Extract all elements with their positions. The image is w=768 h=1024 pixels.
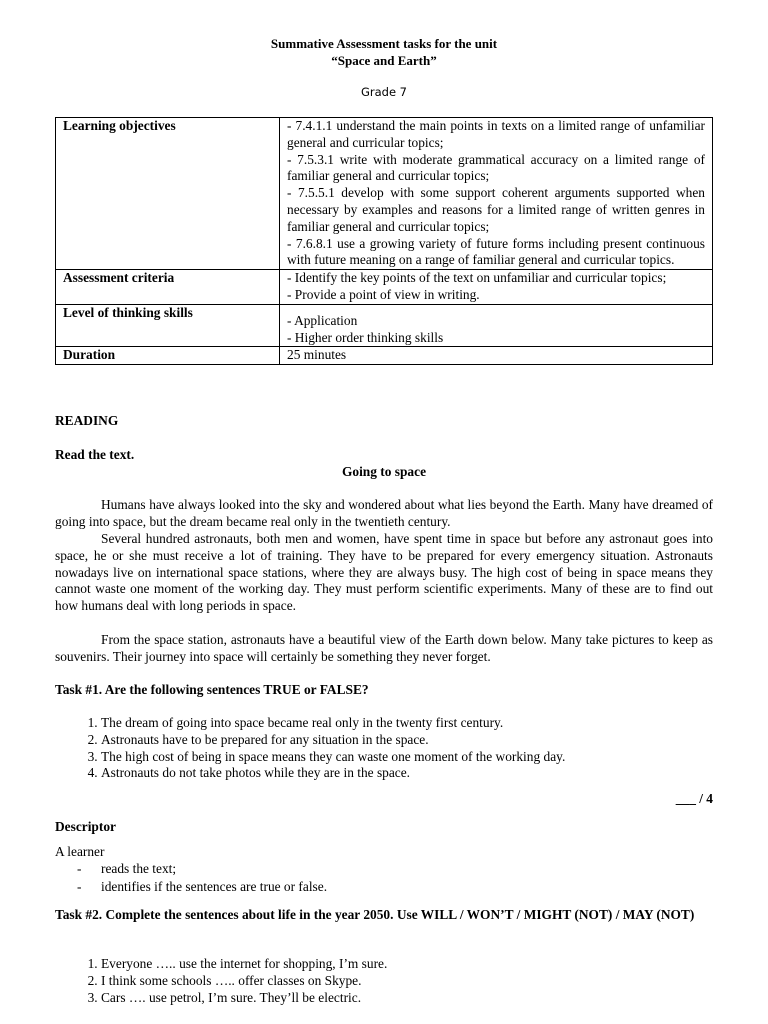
row-label: Level of thinking skills xyxy=(56,304,280,347)
row-value xyxy=(280,304,713,347)
table-row-thinking-skills xyxy=(56,304,713,347)
criteria-line: - Provide a point of view in writing. xyxy=(287,286,480,302)
skill-line: - Application xyxy=(287,312,358,328)
row-value xyxy=(280,347,713,365)
row-label: Assessment criteria xyxy=(56,270,280,305)
list-item: 1. Everyone ….. use the internet for shopping, I’m sure. xyxy=(101,956,713,973)
list-item: - reads the text; xyxy=(77,861,177,876)
descriptor-item: identifies if the sentences are true or false. xyxy=(101,879,328,894)
table-row-assessment-criteria xyxy=(56,270,713,305)
reading-paragraph: From the space station, astronauts have a beautiful view of the Earth down below. Many take pictures to keep as souvenirs. Their journey into space will certainly be something they never forget. xyxy=(55,632,713,664)
document-title-line1: Summative Assessment tasks for the unit xyxy=(270,36,498,51)
row-label: Duration xyxy=(56,347,280,365)
objectives-table xyxy=(55,117,713,365)
duration-value: 25 minutes xyxy=(287,347,347,363)
text-title: Going to space xyxy=(341,464,427,479)
descriptor-item: reads the text; xyxy=(101,861,177,876)
list-item: 3. The high cost of being in space means they can waste one moment of the working day. xyxy=(101,749,713,766)
table-row-learning-objectives xyxy=(56,118,713,270)
row-value xyxy=(280,118,713,270)
task1-title: Task #1. Are the following sentences TRUE or FALSE? xyxy=(55,682,369,697)
document-title-line2: “Space and Earth” xyxy=(331,53,437,68)
task1-list xyxy=(55,715,713,782)
objective-line: - 7.4.1.1 understand the main points in texts on a limited range of unfamiliar general and curricular topics; xyxy=(287,118,705,150)
row-value xyxy=(280,270,713,305)
task2-title: Task #2. Complete the sentences about life in the year 2050. Use WILL / WON’T / MIGHT (NOT) / MAY (NOT) xyxy=(55,907,695,922)
descriptor-intro: A learner xyxy=(55,844,105,859)
objective-line: - 7.6.8.1 use a growing variety of future forms including present continuous with future meaning on a range of familiar general and curricular topics. xyxy=(287,235,705,268)
descriptor-list xyxy=(55,860,327,896)
reading-instruction: Read the text. xyxy=(55,447,135,462)
table-row-duration xyxy=(56,347,713,365)
task1-score: ___ / 4 xyxy=(675,791,713,806)
reading-paragraph: Humans have always looked into the sky and wondered about what lies beyond the Earth. Many have dreamed of going into space, but the dream became real only in the twentieth century. xyxy=(55,497,713,529)
list-item: 1. The dream of going into space became real only in the twenty first century. xyxy=(101,715,713,732)
descriptor-title: Descriptor xyxy=(55,819,116,834)
objective-line: - 7.5.3.1 write with moderate grammatical accuracy on a limited range of familiar general and curricular topics; xyxy=(287,151,705,184)
objective-line: - 7.5.5.1 develop with some support coherent arguments supported when necessary by examples and reasons for a limited range of written genres in familiar general and curricular topics; xyxy=(287,185,705,234)
row-label: Learning objectives xyxy=(56,118,280,270)
grade-label: Grade 7 xyxy=(360,85,408,99)
list-item: 4. Astronauts do not take photos while they are in the space. xyxy=(101,765,713,782)
reading-section-title: READING xyxy=(55,413,119,428)
criteria-line: - Identify the key points of the text on unfamiliar and curricular topics; xyxy=(287,270,667,286)
list-item: 2. I think some schools ….. offer classes on Skype. xyxy=(101,973,713,990)
skill-line: - Higher order thinking skills xyxy=(287,329,444,345)
reading-paragraph: Several hundred astronauts, both men and women, have spent time in space but before any astronaut goes into space, he or she must receive a lot of training. They have to be prepared for every emergency situation. Astronauts nowadays live on international space stations, where they are always busy. The high cost of being in space means they cannot waste one moment of the working day. They must perform scientific experiments. Many of these are to find out how humans deal with long periods in space. xyxy=(55,531,713,614)
list-item: - identifies if the sentences are true or false. xyxy=(77,879,328,894)
task2-list xyxy=(55,956,713,1006)
list-item: 3. Cars …. use petrol, I’m sure. They’ll be electric. xyxy=(101,990,713,1007)
list-item: 2. Astronauts have to be prepared for any situation in the space. xyxy=(101,732,713,749)
